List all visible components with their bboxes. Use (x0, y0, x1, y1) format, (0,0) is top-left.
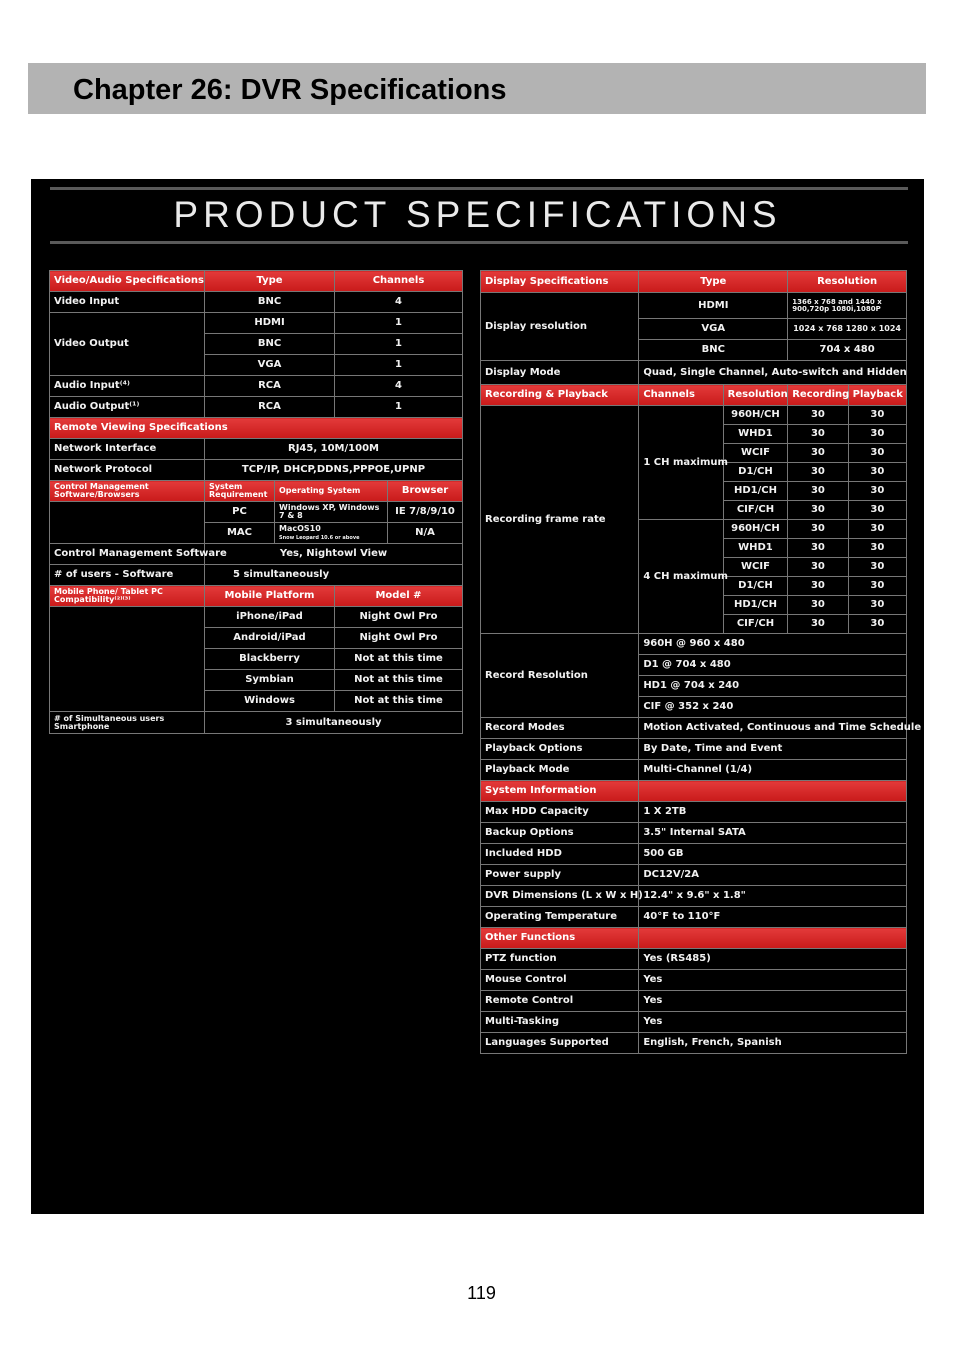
cell: 1 (335, 355, 463, 376)
empty-cell (50, 502, 205, 544)
cell: HD1 @ 704 x 240 (639, 676, 907, 697)
table-row (481, 634, 907, 655)
cell: CIF/CH (723, 615, 788, 634)
cell: 30 (848, 539, 906, 558)
header-cell: Browser (388, 481, 463, 502)
cell: 704 x 480 (788, 340, 907, 361)
cell: WHD1 (723, 539, 788, 558)
cell: 960H @ 960 x 480 (639, 634, 907, 655)
table-row (481, 760, 907, 781)
mac-os-note: Snow Leopard 10.6 or above (279, 534, 360, 541)
row-label: Network Protocol (50, 460, 205, 481)
row-label: Audio Output⁽¹⁾ (50, 397, 205, 418)
cell: 4 (335, 292, 463, 313)
cell: PC (205, 502, 275, 523)
cell: HD1/CH (723, 482, 788, 501)
empty-cell (50, 607, 205, 712)
row-label: Playback Mode (481, 760, 639, 781)
cell: 1366 x 768 and 1440 x 900,720p 1080i,1080P (788, 293, 907, 319)
mac-os: MacOS10 (279, 524, 321, 534)
header-cell: Control Management Software/Browsers (50, 481, 205, 502)
section-header: System Information (481, 781, 639, 802)
cell: Motion Activated, Continuous and Time Schedule (639, 718, 907, 739)
header-cell: Mobile Platform (205, 586, 335, 607)
cell: English, French, Spanish (639, 1033, 907, 1054)
header-cell: Recording & Playback (481, 385, 639, 406)
cell: 30 (788, 501, 848, 520)
row-label: Max HDD Capacity (481, 802, 639, 823)
bottom-divider (50, 241, 908, 244)
cell: Yes (RS485) (639, 949, 907, 970)
header-cell: Operating System (275, 481, 388, 502)
cell: 3 simultaneously (205, 712, 463, 734)
table-row (481, 886, 907, 907)
row-label: Remote Control (481, 991, 639, 1012)
cell: Multi-Channel (1/4) (639, 760, 907, 781)
table-row (481, 928, 907, 949)
cell: 30 (788, 596, 848, 615)
table-row (481, 970, 907, 991)
cell: Android/iPad (205, 628, 335, 649)
cell: Symbian (205, 670, 335, 691)
table-row (50, 418, 463, 439)
header-cell: Resolution (723, 385, 788, 406)
table-row (481, 781, 907, 802)
section-header: Other Functions (481, 928, 639, 949)
cell: 30 (848, 558, 906, 577)
cell: 4 CH maximum (639, 520, 723, 634)
cell: 1 (335, 397, 463, 418)
table-row (50, 565, 463, 586)
cell: RJ45, 10M/100M (205, 439, 463, 460)
table-row (481, 293, 907, 319)
cell: 30 (848, 425, 906, 444)
row-label: Video Input (50, 292, 205, 313)
row-label: DVR Dimensions (L x W x H) (481, 886, 639, 907)
table-row (481, 1012, 907, 1033)
table-row (50, 313, 463, 334)
cell: HDMI (639, 293, 788, 319)
table-row (50, 271, 463, 292)
header-cell: Video/Audio Specifications (50, 271, 205, 292)
cell: Yes (639, 970, 907, 991)
cell: 30 (788, 425, 848, 444)
cell: 1 (335, 334, 463, 355)
cell: TCP/IP, DHCP,DDNS,PPPOE,UPNP (205, 460, 463, 481)
cell: 30 (848, 596, 906, 615)
cell: 30 (788, 539, 848, 558)
row-label: Languages Supported (481, 1033, 639, 1054)
row-label: # of Simultaneous users Smartphone (50, 712, 205, 734)
cell: Yes (639, 1012, 907, 1033)
row-label: Playback Options (481, 739, 639, 760)
row-label: Record Modes (481, 718, 639, 739)
cell: Night Owl Pro (335, 628, 463, 649)
cell: Windows (205, 691, 335, 712)
cell: CIF @ 352 x 240 (639, 697, 907, 718)
product-specifications-panel (31, 179, 924, 1214)
cell: VGA (639, 319, 788, 340)
table-row (50, 376, 463, 397)
cell: BNC (205, 292, 335, 313)
cell: VGA (205, 355, 335, 376)
cell: Yes, Nightowl View (205, 544, 463, 565)
header-cell (639, 781, 907, 802)
cell: IE 7/8/9/10 (388, 502, 463, 523)
table-row (50, 397, 463, 418)
cell: D1/CH (723, 463, 788, 482)
chapter-header (28, 63, 926, 114)
cell: 1 X 2TB (639, 802, 907, 823)
cell: DC12V/2A (639, 865, 907, 886)
table-row (481, 802, 907, 823)
cell: By Date, Time and Event (639, 739, 907, 760)
header-cell: Display Specifications (481, 271, 639, 293)
table-row (50, 544, 463, 565)
cell: 12.4" x 9.6" x 1.8" (639, 886, 907, 907)
cell: 30 (788, 406, 848, 425)
row-label: Backup Options (481, 823, 639, 844)
cell: 1024 x 768 1280 x 1024 (788, 319, 907, 340)
cell: Windows XP, Windows 7 & 8 (275, 502, 388, 523)
table-row (50, 481, 463, 502)
cell: RCA (205, 376, 335, 397)
right-spec-table (480, 270, 922, 1054)
table-row (481, 385, 907, 406)
page-number: 119 (467, 1283, 496, 1303)
cell: N/A (388, 523, 463, 544)
header-cell: Channels (335, 271, 463, 292)
cell: BNC (639, 340, 788, 361)
top-divider (50, 187, 908, 190)
table-row (50, 712, 463, 734)
row-label: Control Management Software (50, 544, 205, 565)
table-row (50, 292, 463, 313)
table-row (481, 406, 907, 425)
cell: CIF/CH (723, 501, 788, 520)
table-row (481, 271, 907, 293)
row-label: Audio Input⁽⁴⁾ (50, 376, 205, 397)
row-label: Included HDD (481, 844, 639, 865)
cell: RCA (205, 397, 335, 418)
header-cell: Mobile Phone/ Tablet PC Compatibility⁽²⁾⁽³⁾ (50, 586, 205, 607)
row-label: Network Interface (50, 439, 205, 460)
cell: WHD1 (723, 425, 788, 444)
cell: Yes (639, 991, 907, 1012)
cell: 30 (788, 577, 848, 596)
cell: D1 @ 704 x 480 (639, 655, 907, 676)
cell: Not at this time (335, 691, 463, 712)
table-row (50, 460, 463, 481)
row-label: Display Mode (481, 361, 639, 385)
panel-title: PRODUCT SPECIFICATIONS (173, 194, 782, 235)
cell: 30 (788, 520, 848, 539)
cell: 30 (848, 501, 906, 520)
row-label: # of users - Software (50, 565, 205, 586)
header-cell: Recording (788, 385, 848, 406)
table-row (50, 586, 463, 607)
cell: 1 (335, 313, 463, 334)
row-label: Video Output (50, 313, 205, 376)
table-row (481, 1033, 907, 1054)
table-row (481, 739, 907, 760)
table-row (481, 718, 907, 739)
cell: 30 (788, 615, 848, 634)
cell: HD1/CH (723, 596, 788, 615)
cell: 30 (848, 406, 906, 425)
row-label: PTZ function (481, 949, 639, 970)
cell: 30 (788, 558, 848, 577)
cell: 4 (335, 376, 463, 397)
cell: 30 (788, 463, 848, 482)
cell: WCIF (723, 558, 788, 577)
header-cell: Type (639, 271, 788, 293)
header-cell: Channels (639, 385, 723, 406)
header-cell: Type (205, 271, 335, 292)
cell: 5 simultaneously (205, 565, 463, 586)
cell: BNC (205, 334, 335, 355)
cell (275, 523, 388, 544)
section-header: Remote Viewing Specifications (50, 418, 463, 439)
row-label: Mouse Control (481, 970, 639, 991)
cell: iPhone/iPad (205, 607, 335, 628)
header-cell (639, 928, 907, 949)
cell: WCIF (723, 444, 788, 463)
table-row (50, 439, 463, 460)
row-label: Display resolution (481, 293, 639, 361)
table-row (481, 865, 907, 886)
cell: MAC (205, 523, 275, 544)
table-row (481, 949, 907, 970)
header-cell: Model # (335, 586, 463, 607)
cell: 3.5" Internal SATA (639, 823, 907, 844)
table-row (481, 823, 907, 844)
row-label: Operating Temperature (481, 907, 639, 928)
table-row (481, 991, 907, 1012)
header-cell: Resolution (788, 271, 907, 293)
row-label: Power supply (481, 865, 639, 886)
table-row (481, 361, 907, 385)
cell: Not at this time (335, 670, 463, 691)
table-row (481, 907, 907, 928)
cell: 30 (848, 463, 906, 482)
table-row (481, 844, 907, 865)
cell: Night Owl Pro (335, 607, 463, 628)
row-label: Recording frame rate (481, 406, 639, 634)
cell: 30 (788, 482, 848, 501)
cell: 30 (848, 520, 906, 539)
header-cell: Playback (848, 385, 906, 406)
row-label: Multi-Tasking (481, 1012, 639, 1033)
chapter-title: Chapter 26: DVR Specifications (73, 74, 507, 106)
header-cell: System Requirement (205, 481, 275, 502)
cell: 1 CH maximum (639, 406, 723, 520)
cell: 500 GB (639, 844, 907, 865)
table-row (50, 502, 463, 523)
cell: Quad, Single Channel, Auto-switch and Hidden (639, 361, 907, 385)
cell: 960H/CH (723, 406, 788, 425)
cell: 30 (848, 482, 906, 501)
cell: 30 (788, 444, 848, 463)
cell: Blackberry (205, 649, 335, 670)
cell: 30 (848, 577, 906, 596)
cell: 30 (848, 444, 906, 463)
cell: HDMI (205, 313, 335, 334)
left-spec-table (49, 270, 463, 734)
table-row (50, 607, 463, 628)
cell: 40°F to 110°F (639, 907, 907, 928)
cell: 30 (848, 615, 906, 634)
cell: 960H/CH (723, 520, 788, 539)
cell: D1/CH (723, 577, 788, 596)
row-label: Record Resolution (481, 634, 639, 718)
cell: Not at this time (335, 649, 463, 670)
